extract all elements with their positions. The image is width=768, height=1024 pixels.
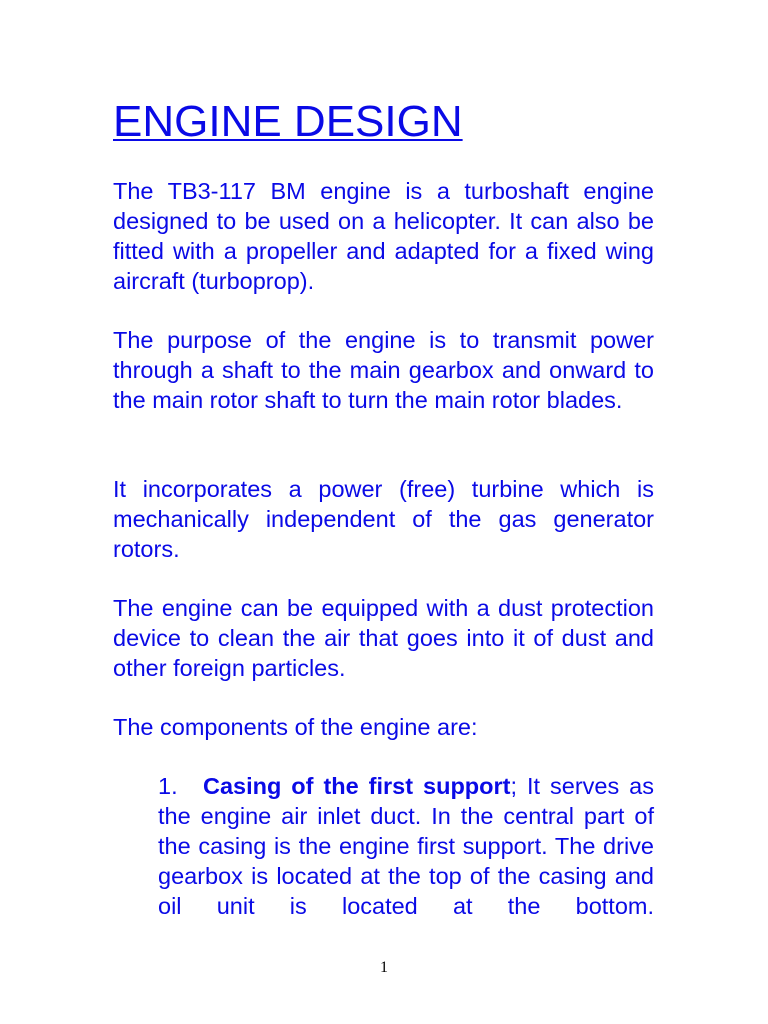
paragraph-power-turbine: It incorporates a power (free) turbine which is mechanically independent of the gas generator rotors. (113, 476, 654, 562)
list-item-number: 1. (158, 773, 178, 799)
list-item (158, 771, 654, 921)
paragraph-intro: The TB3-117 BM engine is a turboshaft engine designed to be used on a helicopter. It can also be fitted with a propeller and adapted for a fixed wing aircraft (turboprop). (113, 178, 654, 294)
list-item-heading: Casing of the first support (203, 773, 511, 799)
page-title: ENGINE DESIGN (113, 97, 463, 146)
paragraph-dust-protection: The engine can be equipped with a dust protection device to clean the air that goes into it of dust and other foreign particles. (113, 595, 654, 681)
paragraph-components-intro: The components of the engine are: (113, 714, 478, 740)
paragraph-purpose: The purpose of the engine is to transmit power through a shaft to the main gearbox and onward to the main rotor shaft to turn the main rotor blades. (113, 327, 654, 413)
list-item-text: ; It serves as the engine air inlet duct. In the central part of the casing is the engine first support. The drive gearbox is located at the top of the casing and oil unit is located at the bottom. (158, 773, 654, 919)
page-number: 1 (380, 959, 388, 976)
